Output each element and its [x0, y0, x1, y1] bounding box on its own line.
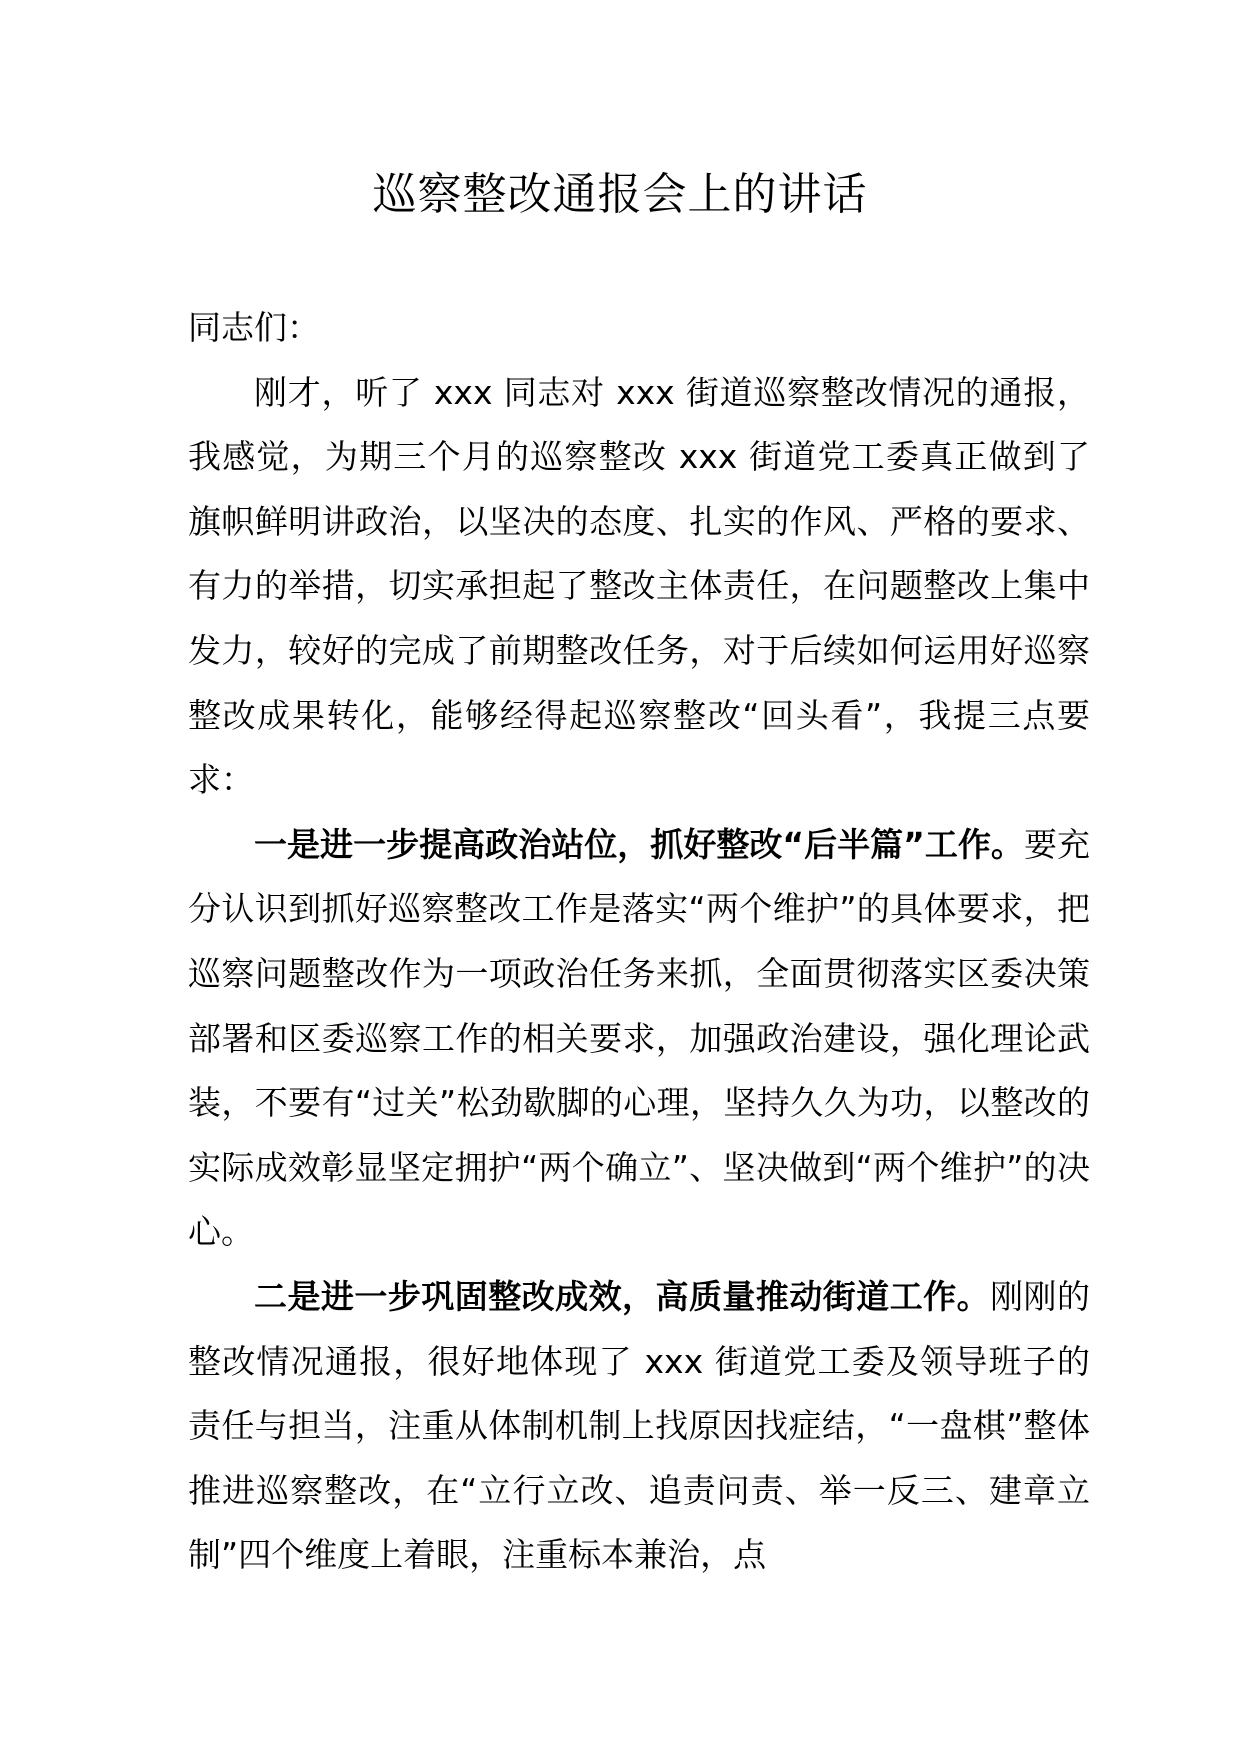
paragraph-point-two: [188, 1265, 1090, 1588]
paragraph-text: 刚刚的整改情况通报，很好地体现了 xxx 街道党工委及领导班子的责任与担当，注重从体制机制上找原因找症结，“一盘棋”整体推进巡察整改，在“立行立改、追责问责、举一反三、建章立制”四个维度上着眼，注重标本兼治，点: [188, 1276, 1091, 1575]
paragraph-lead: 二是进一步巩固整改成效，高质量推动街道工作。: [254, 1276, 991, 1316]
paragraph-point-one: [188, 813, 1090, 1265]
salutation: 同志们：: [188, 308, 320, 347]
paragraph-lead: 一是进一步提高政治站位，抓好整改“后半篇”工作。: [254, 824, 1024, 864]
paragraph-intro: [188, 361, 1090, 813]
document-body: [188, 296, 1090, 1588]
paragraph-text: 要充分认识到抓好巡察整改工作是落实“两个维护”的具体要求，把巡察问题整改作为一项政治任务来抓，全面贯彻落实区委决策部署和区委巡察工作的相关要求，加强政治建设，强化理论武装，不要有“过关”松劲歇脚的心理，坚持久久为功，以整改的实际成效彰显坚定拥护“两个确立”、坚决做到“两个维护”的决心。: [188, 824, 1090, 1252]
paragraph-text: 刚才，听了 xxx 同志对 xxx 街道巡察整改情况的通报，我感觉，为期三个月的巡察整改 xxx 街道党工委真正做到了旗帜鲜明讲政治，以坚决的态度、扎实的作风、严格的要求、有力的举措，切实承担起了整改主体责任，在问题整改上集中发力，较好的完成了前期整改任务，对于后续如何运用好巡察整改成果转化，能够经得起巡察整改“回头看”，我提三点要求：: [188, 372, 1090, 800]
document-title: 巡察整改通报会上的讲话: [372, 169, 868, 220]
